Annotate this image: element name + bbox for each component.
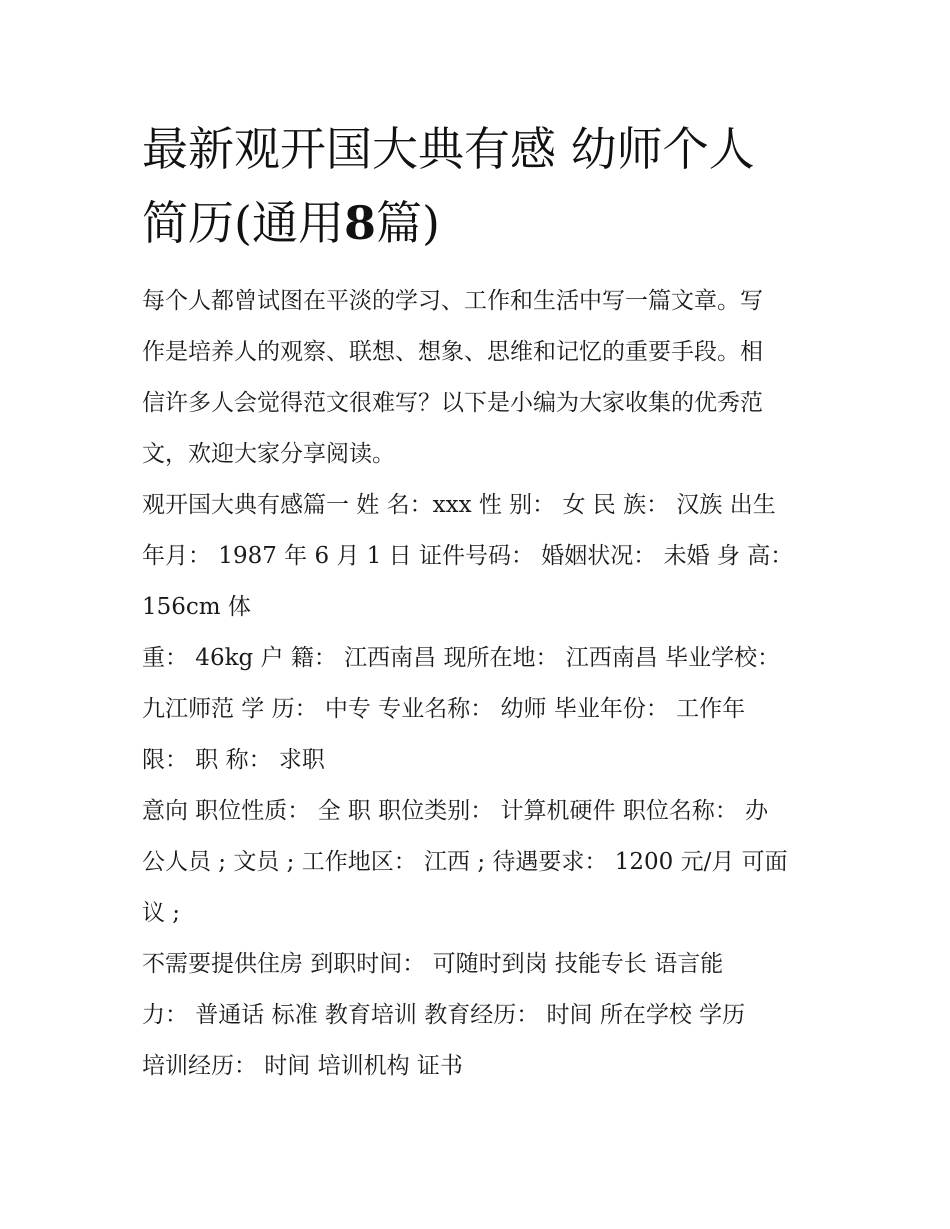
- paragraph-line: 信许多人会觉得范文很难写？以下是小编为大家收集的优秀范: [142, 390, 763, 416]
- resume-personal-info-paragraph: [142, 480, 814, 633]
- paragraph-line: 156cm 体: [142, 594, 251, 620]
- document-body: [142, 276, 814, 1092]
- paragraph-line: 作是培养人的观察、联想、想象、思维和记忆的重要手段。相: [142, 339, 763, 365]
- paragraph-line: 每个人都曾试图在平淡的学习、工作和生活中写一篇文章。写: [142, 288, 763, 314]
- resume-job-intention-paragraph: [142, 786, 814, 939]
- paragraph-line: 培训经历： 时间 培训机构 证书: [142, 1053, 463, 1079]
- paragraph-line: 意向 职位性质： 全 职 职位类别： 计算机硬件 职位名称： 办: [142, 798, 769, 824]
- paragraph-line: 力： 普通话 标准 教育培训 教育经历： 时间 所在学校 学历: [142, 1002, 746, 1028]
- paragraph-line: 限： 职 称： 求职: [142, 747, 325, 773]
- resume-skills-paragraph: [142, 939, 814, 1092]
- paragraph-line: 重： 46kg 户 籍： 江西南昌 现所在地： 江西南昌 毕业学校：: [142, 645, 781, 671]
- document-content: [142, 112, 814, 1092]
- title-number: 8: [343, 196, 376, 250]
- paragraph-line: 九江师范 学 历： 中专 专业名称： 幼师 毕业年份： 工作年: [142, 696, 746, 722]
- intro-paragraph: [142, 276, 814, 480]
- paragraph-line: 议 ;: [142, 900, 181, 926]
- paragraph-line: 年月： 1987 年 6 月 1 日 证件号码： 婚姻状况： 未婚 身 高：: [142, 543, 794, 569]
- title-text-end: 篇): [375, 196, 440, 250]
- document-title: [142, 112, 814, 260]
- paragraph-line: 不需要提供住房 到职时间： 可随时到岗 技能专长 语言能: [142, 951, 724, 977]
- title-line-1: 最新观开国大典有感 幼师个人: [142, 122, 755, 176]
- title-line-2: [142, 186, 814, 260]
- paragraph-line: 观开国大典有感篇一 姓 名：xxx 性 别： 女 民 族： 汉族 出生: [142, 492, 776, 518]
- title-text-part: 简历(通用: [142, 196, 344, 250]
- paragraph-line: 公人员 ; 文员 ; 工作地区： 江西 ; 待遇要求： 1200 元/月 可面: [142, 849, 788, 875]
- resume-education-paragraph: [142, 633, 814, 786]
- paragraph-line: 文，欢迎大家分享阅读。: [142, 441, 395, 467]
